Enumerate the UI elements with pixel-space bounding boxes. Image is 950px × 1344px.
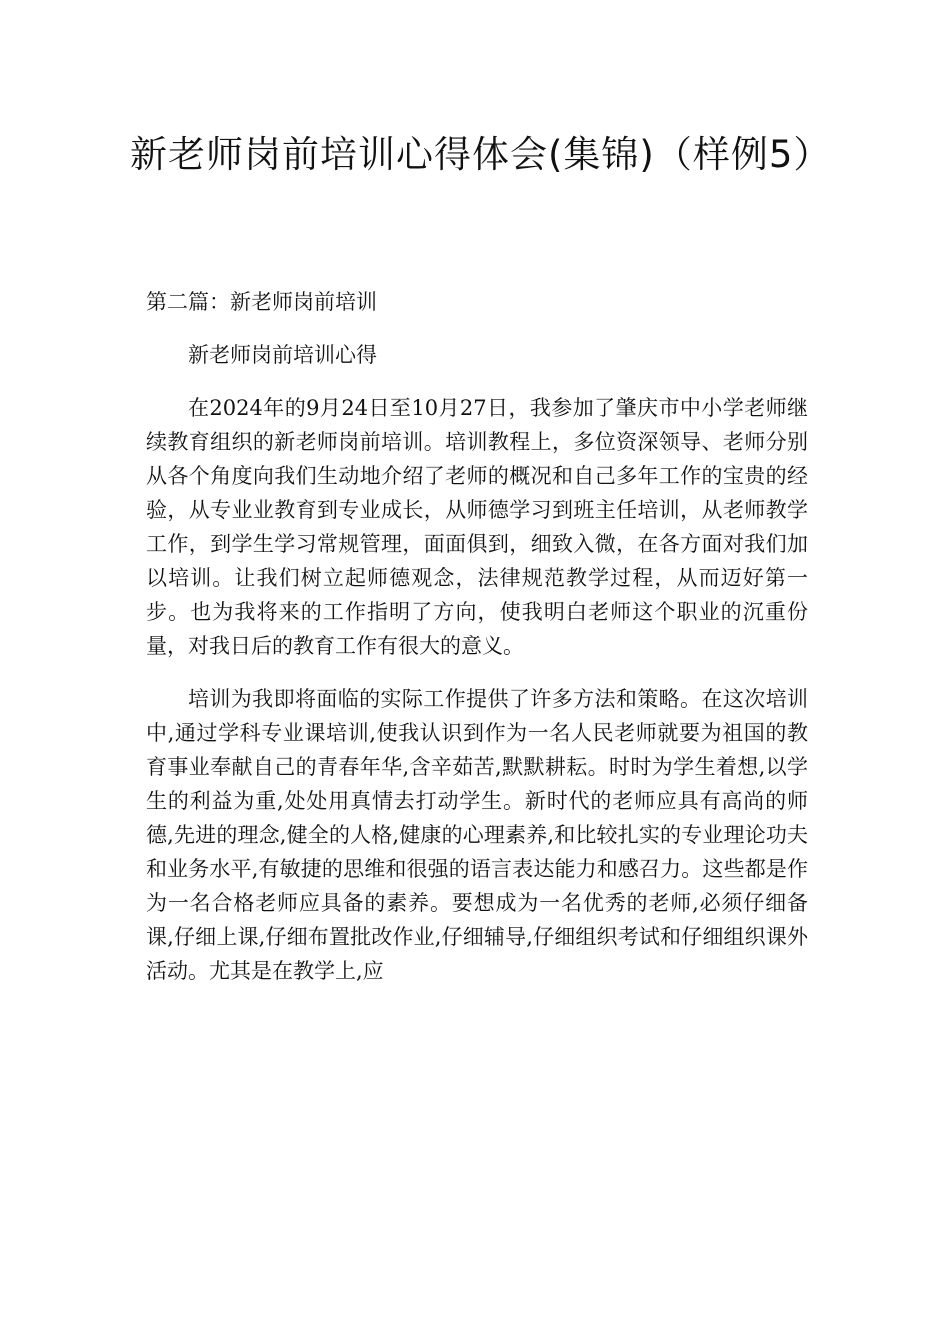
subheading: 新老师岗前培训心得: [188, 343, 377, 367]
paragraph-1: 在2024年的9月24日至10月27日，我参加了肇庆市中小学老师继续教育组织的新老师岗前培训。培训教程上，多位资深领导、老师分别从各个角度向我们生动地介绍了老师的概况和自己多年工作的宝贵的经验，从专业业教育到专业成长，从师德学习到班主任培训，从老师教学工作，到学生学习常规管理，面面俱到，细致入微，在各方面对我们加以培训。让我们树立起师德观念，法律规范教学过程，从而迈好第一步。也为我将来的工作指明了方向，使我明白老师这个职业的沉重份量，对我日后的教育工作有很大的意义。: [146, 396, 808, 658]
section-heading: 第二篇：新老师岗前培训: [146, 290, 377, 314]
document-title: 新老师岗前培训心得体会(集锦)（样例5）: [130, 133, 832, 176]
paragraph-2: 培训为我即将面临的实际工作提供了许多方法和策略。在这次培训中,通过学科专业课培训,使我认识到作为一名人民老师就要为祖国的教育事业奉献自己的青春年华,含辛茹苦,默默耕耘。时时为学生着想,以学生的利益为重,处处用真情去打动学生。新时代的老师应具有高尚的师德,先进的理念,健全的人格,健康的心理素养,和比较扎实的专业理论功夫和业务水平,有敏捷的思维和很强的语言表达能力和感召力。这些都是作为一名合格老师应具备的素养。要想成为一名优秀的老师,必须仔细备课,仔细上课,仔细布置批改作业,仔细辅导,仔细组织考试和仔细组织课外活动。尤其是在教学上,应: [146, 687, 808, 983]
document-body: [146, 285, 808, 1007]
